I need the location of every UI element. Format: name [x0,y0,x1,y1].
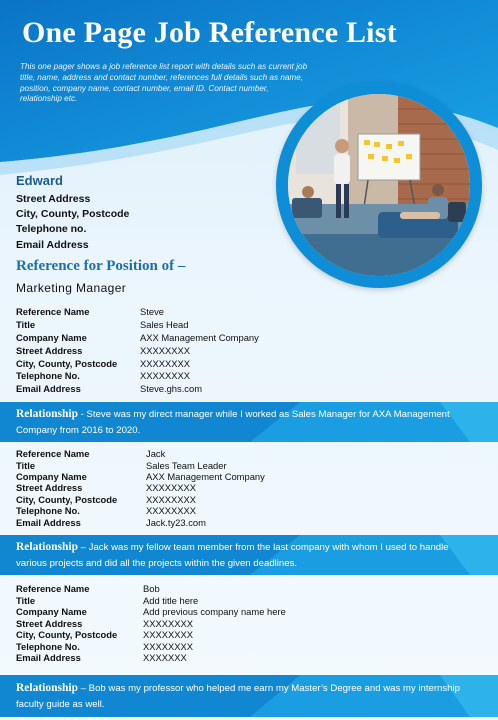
field-label: Telephone No. [16,640,80,652]
field-value: Sales Head [140,318,189,330]
field-value: XXXXXXXX [140,370,191,382]
field-value: XXXXXXXX [143,617,194,629]
field-value: Add title here [143,594,199,606]
reference-1 [16,305,259,395]
field-label: Street Address [16,482,83,494]
candidate-street-address: Street Address [16,193,91,205]
field-label: Title [16,318,36,330]
relationship-band-1 [0,402,498,442]
relationship-label: Relationship [16,682,78,694]
field-value: Jack.ty23.com [146,516,206,528]
photo-frame [276,82,482,288]
field-value: Jack [146,448,166,460]
field-row [16,331,259,344]
field-value: Sales Team Leader [146,459,227,471]
field-value: Steve.ghs.com [140,383,203,395]
candidate-city-county-postcode: City, County, Postcode [16,208,130,221]
team-meeting-photo [288,94,470,276]
field-row [16,382,259,395]
candidate-contact-list [16,192,129,253]
field-label: Email Address [16,652,81,664]
relationship-band-3 [0,675,498,717]
page-title: One Page Job Reference List [22,16,397,49]
field-value: Bob [143,583,160,595]
field-label: Street Address [16,617,83,629]
field-row [16,369,259,382]
field-label: City, County, Postcode [16,357,118,369]
field-label: Telephone No. [16,370,80,382]
field-row [16,516,265,527]
field-row [16,344,259,357]
field-row [16,318,259,331]
field-label: City, County, Postcode [16,629,118,641]
relationship-label: Relationship [16,541,78,553]
field-value: XXXXXXXX [143,629,194,641]
field-value: XXXXXXXX [143,640,194,652]
relationship-text-3: Relationship – Bob was my professor who helped me earn my Master’s Degree and was my internship faculty guide as well. [16,682,460,710]
intro-text: This one pager shows a job reference list report with details such as current job title, name, address and contact number, references full details such as name, position, company name, contact number, email ID. Contact number, relationship etc. [20,62,308,104]
field-label: Reference Name [16,583,90,595]
field-row [16,641,286,653]
reference-3 [16,583,286,664]
relationship-band-2 [0,535,498,575]
relationship-text-1: Relationship - Steve was my direct manager while I worked as Sales Manager for AXA Management Company from 2016 to 2020. [16,408,450,436]
field-row [16,494,265,505]
field-value: XXXXXXX [143,652,187,664]
relationship-label: Relationship [16,408,78,420]
field-label: Company Name [16,470,87,482]
field-label: Title [16,459,36,471]
field-label: Telephone No. [16,505,80,517]
field-label: Company Name [16,606,87,618]
field-row [16,305,259,318]
position-heading: Reference for Position of – [16,258,186,274]
relationship-text-2: Relationship – Jack was my fellow team member from the last company with whom I used to handle various projects and did all the projects within the given deadlines. [16,541,449,569]
field-row [16,505,265,516]
field-row [16,448,265,459]
field-value: AXX Management Company [146,470,265,482]
field-value: XXXXXXXX [146,493,197,505]
field-value: XXXXXXXX [140,357,191,369]
field-row [16,606,286,618]
field-label: Email Address [16,383,81,395]
field-label: City, County, Postcode [16,493,118,505]
field-row [16,652,286,664]
candidate-telephone: Telephone no. [16,223,87,236]
field-row [16,618,286,630]
field-value: XXXXXXXX [146,505,197,517]
field-value: Add previous company name here [143,606,286,618]
field-row [16,482,265,493]
field-label: Street Address [16,344,83,356]
field-label: Reference Name [16,448,90,460]
field-row [16,595,286,607]
candidate-email: Email Address [16,238,89,251]
field-label: Reference Name [16,305,90,317]
field-value: AXX Management Company [140,331,259,343]
candidate-name: Edward [16,173,63,188]
position-value: Marketing Manager [16,281,127,295]
field-label: Title [16,594,36,606]
reference-2 [16,448,265,528]
field-label: Email Address [16,516,81,528]
field-row [16,471,265,482]
field-label: Company Name [16,331,87,343]
field-value: XXXXXXXX [146,482,197,494]
field-value: XXXXXXXX [140,344,191,356]
field-row [16,583,286,595]
field-row [16,357,259,370]
field-row [16,459,265,470]
field-value: Steve [140,305,164,317]
field-row [16,629,286,641]
